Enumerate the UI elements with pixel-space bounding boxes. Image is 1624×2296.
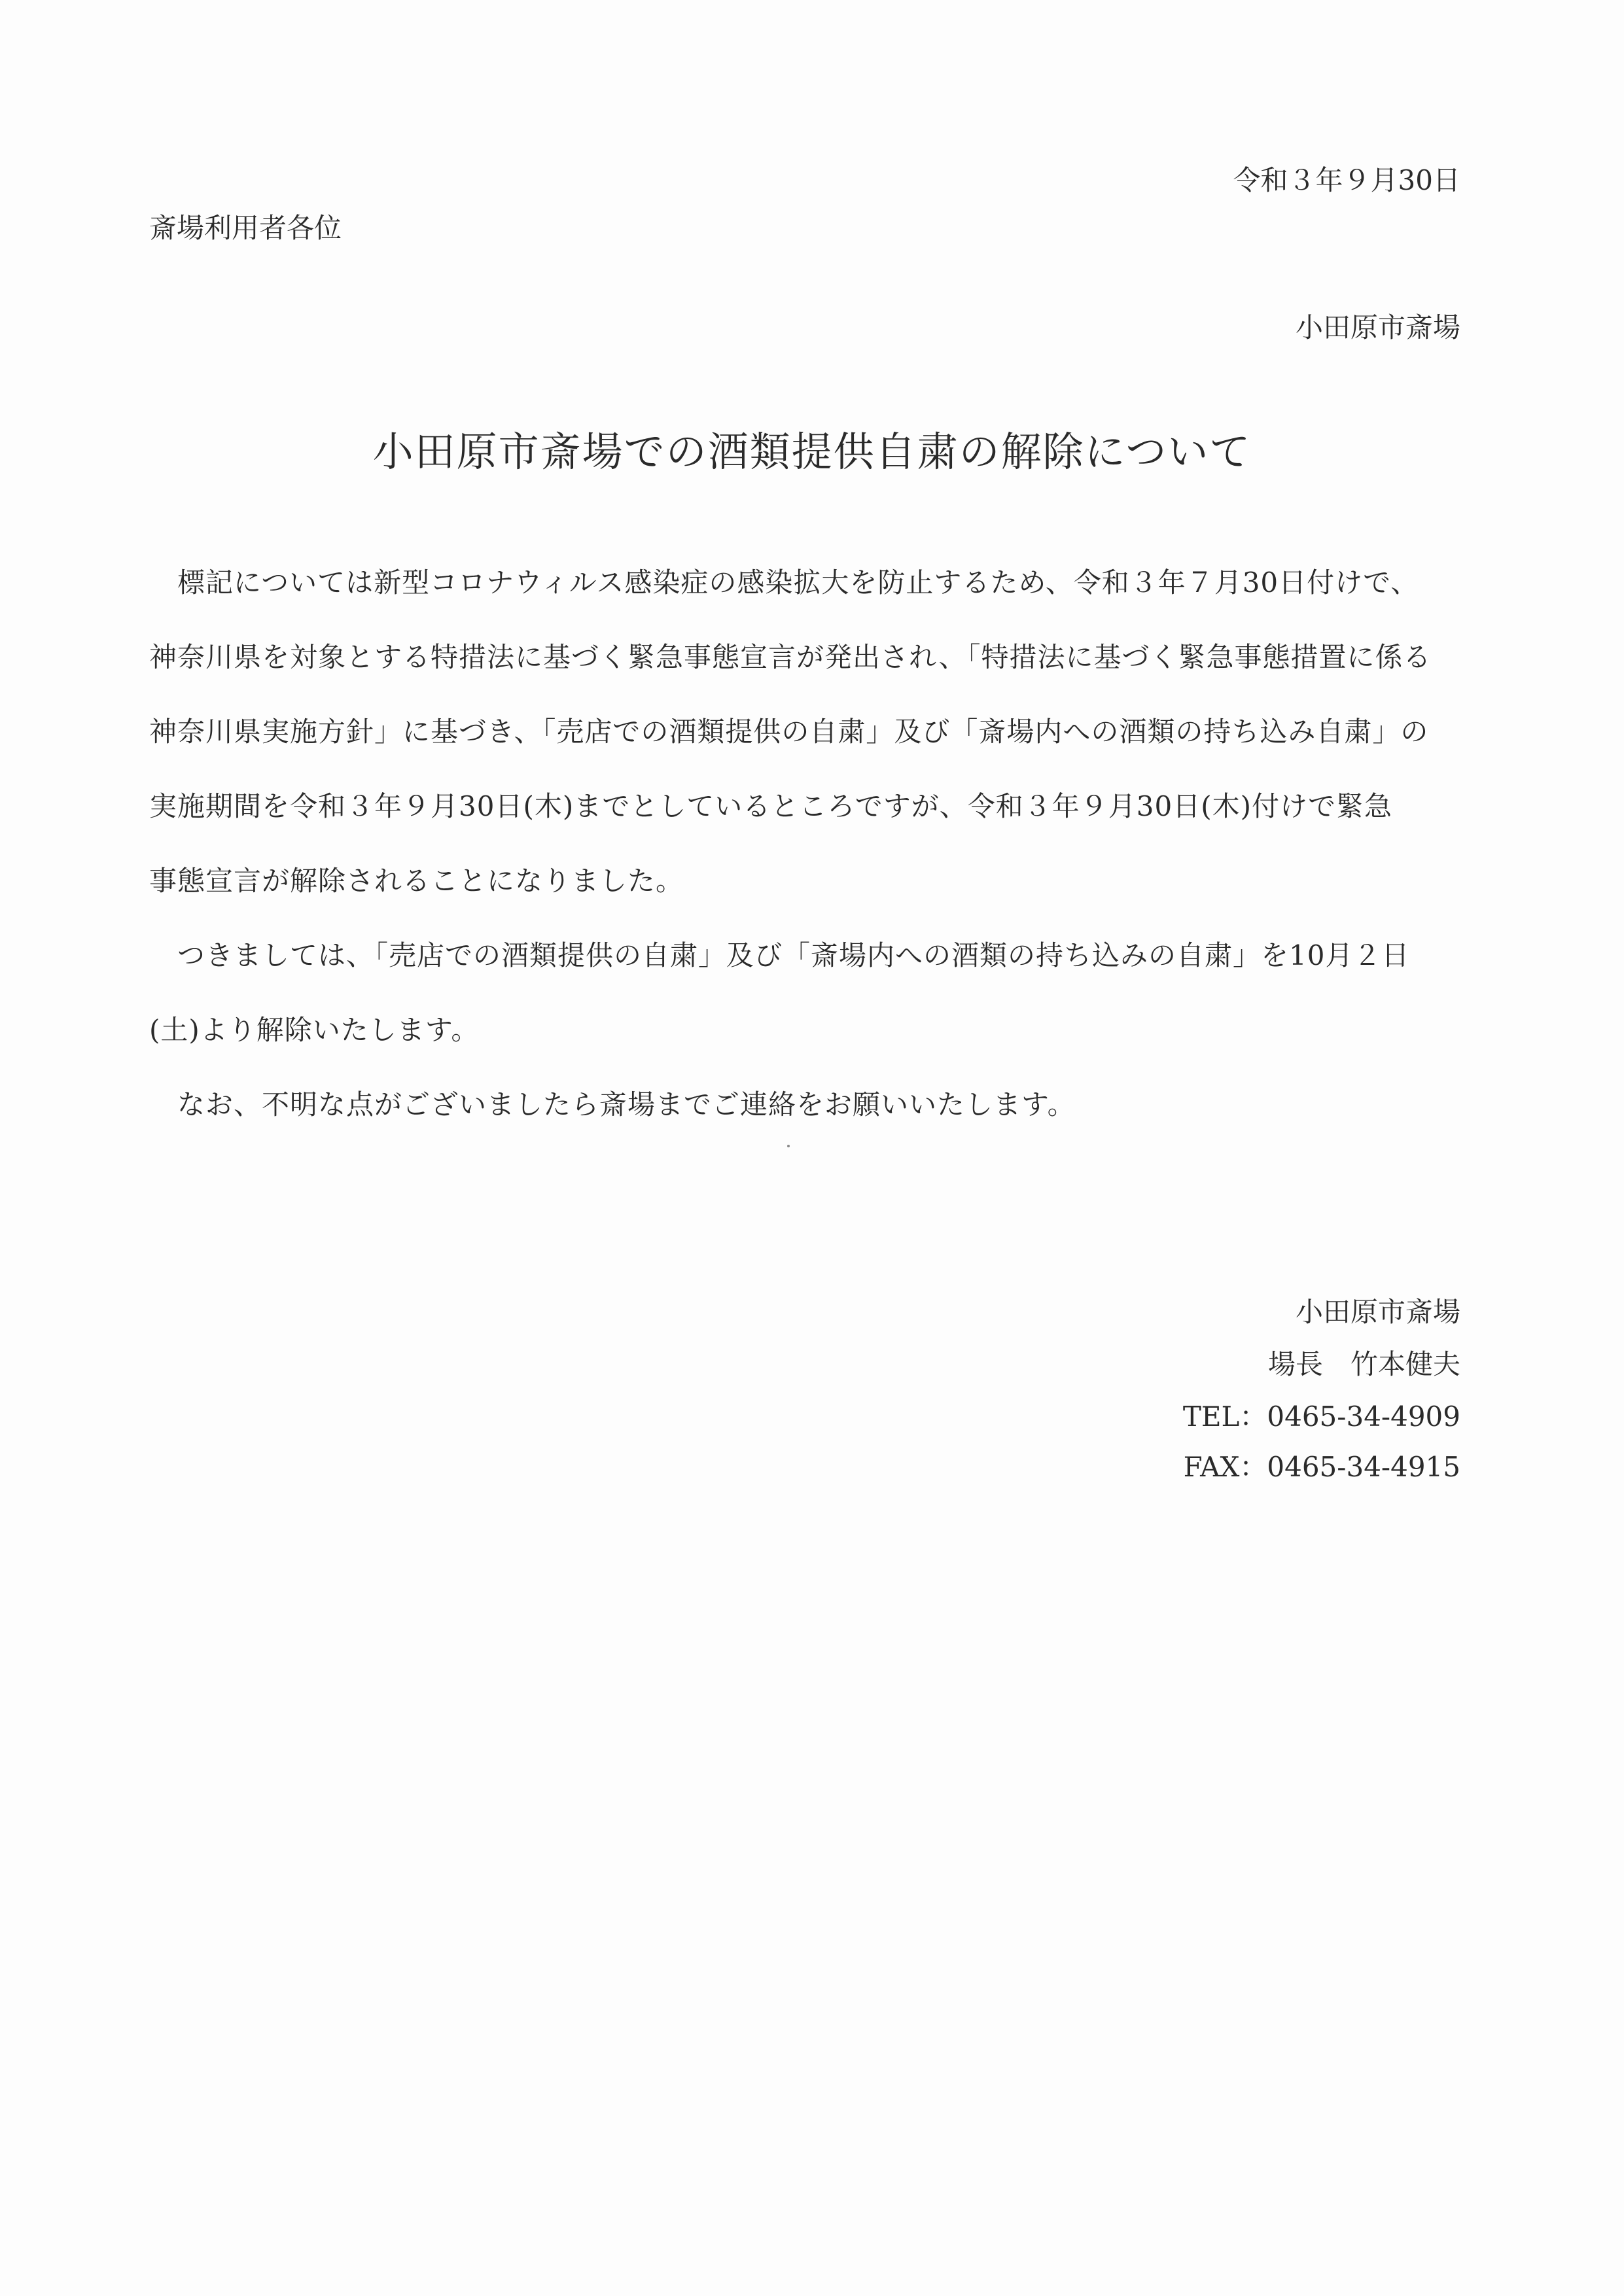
document-date: 令和３年９月30日: [1233, 164, 1460, 196]
body-line: 事態宣言が解除されることになりました。: [149, 865, 684, 897]
recipient: 斎場利用者各位: [149, 212, 342, 244]
body-line: 標記については新型コロナウィルス感染症の感染拡大を防止するため、令和３年７月30日付けで、: [149, 566, 1419, 599]
body-line: なお、不明な点がございましたら斎場までご連絡をお願いいたします。: [149, 1088, 1076, 1121]
signature-fax: FAX：0465-34-4915: [1183, 1451, 1460, 1483]
body-line: (土)より解除いたします。: [149, 1014, 480, 1046]
scan-speck: [787, 1145, 790, 1147]
signature-person: 場長 竹本健夫: [1267, 1348, 1460, 1380]
body-line: つきましては、「売店での酒類提供の自粛」及び「斎場内への酒類の持ち込みの自粛」を10月２日: [149, 939, 1410, 971]
document-title: 小田原市斎場での酒類提供自粛の解除について: [372, 428, 1252, 476]
sender: 小田原市斎場: [1295, 311, 1460, 343]
body-line: 神奈川県実施方針」に基づき、「売店での酒類提供の自粛」及び「斎場内への酒類の持ち込み自粛」の: [149, 716, 1429, 748]
body-line: 神奈川県を対象とする特措法に基づく緊急事態宣言が発出され、「特措法に基づく緊急事態措置に係る: [149, 641, 1432, 673]
body-line: 実施期間を令和３年９月30日(木)までとしているところですが、令和３年９月30日(木)付けで緊急: [149, 790, 1393, 822]
signature-tel: TEL：0465-34-4909: [1182, 1400, 1460, 1433]
signature-org: 小田原市斎場: [1295, 1296, 1460, 1328]
